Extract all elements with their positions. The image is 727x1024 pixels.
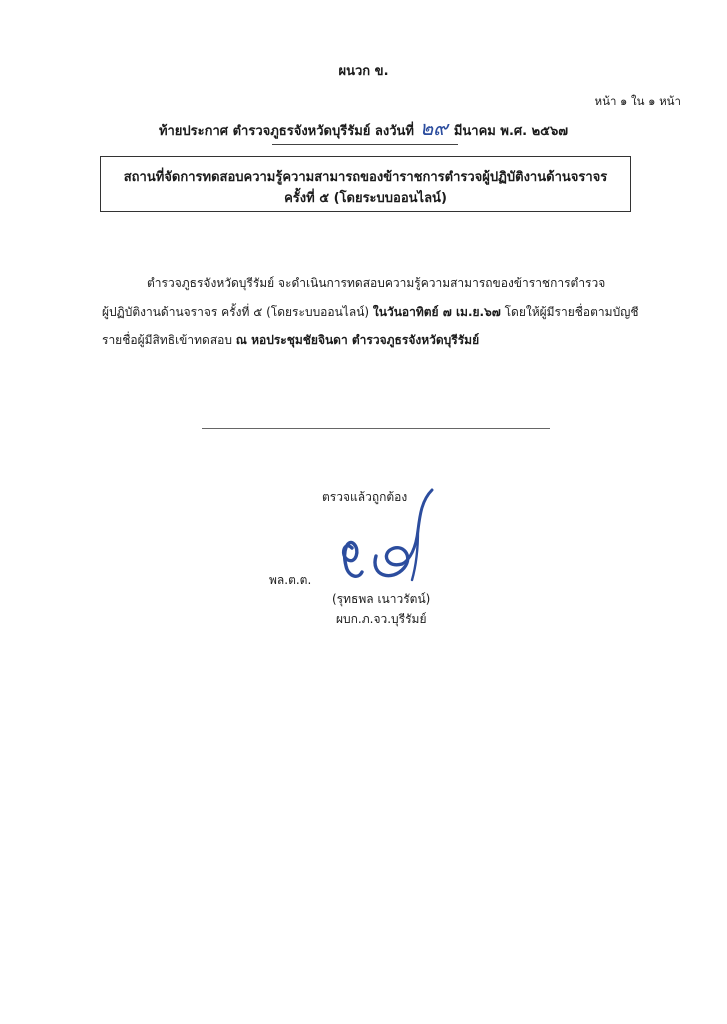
handwritten-day: ๒๙: [420, 116, 448, 140]
signature-image: [318, 484, 448, 594]
announcement-line: [0, 112, 727, 144]
body-line-3: [102, 331, 479, 350]
section-divider: [202, 428, 550, 429]
signatory-name: (รุทธพล เนาวรัตน์): [332, 592, 431, 606]
title-box: [100, 156, 631, 212]
announcement-prefix: ท้ายประกาศ ตำรวจภูธรจังหวัดบุรีรัมย์ ลงวันที่: [158, 124, 414, 139]
body-line-2-text-end: โดยให้ผู้มีรายชื่อตามบัญชี: [500, 305, 639, 319]
signatory-position: ผบก.ภ.จว.บุรีรัมย์: [336, 612, 427, 626]
annex-label: ผนวก ข.: [338, 64, 389, 79]
body-line-2: [102, 303, 639, 322]
header-divider: [272, 144, 458, 145]
title-line-1: สถานที่จัดการทดสอบความรู้ความสามารถของข้าราชการตำรวจผู้ปฏิบัติงานด้านจราจร: [123, 170, 608, 185]
exam-date: ในวันอาทิตย์ ๗ เม.ย.๖๗: [372, 305, 501, 319]
body-line-2-text: ผู้ปฏิบัติงานด้านจราจร ครั้งที่ ๕ (โดยระบบออนไลน์): [102, 305, 373, 319]
exam-venue: ณ หอประชุมชัยจินดา ตำรวจภูธรจังหวัดบุรีรัมย์: [235, 333, 480, 347]
title-line-2: ครั้งที่ ๕ (โดยระบบออนไลน์): [284, 191, 447, 206]
verification-note: ตรวจแล้วถูกต้อง: [322, 490, 408, 504]
body-line-1: ตำรวจภูธรจังหวัดบุรีรัมย์ จะดำเนินการทดสอบความรู้ความสามารถของข้าราชการตำรวจ: [147, 276, 606, 290]
body-line-3-text: รายชื่อผู้มีสิทธิเข้าทดสอบ: [102, 333, 236, 347]
announcement-suffix: มีนาคม พ.ศ. ๒๕๖๗: [453, 124, 569, 139]
page-number: หน้า ๑ ใน ๑ หน้า: [594, 94, 681, 108]
signatory-rank: พล.ต.ต.: [269, 573, 312, 587]
